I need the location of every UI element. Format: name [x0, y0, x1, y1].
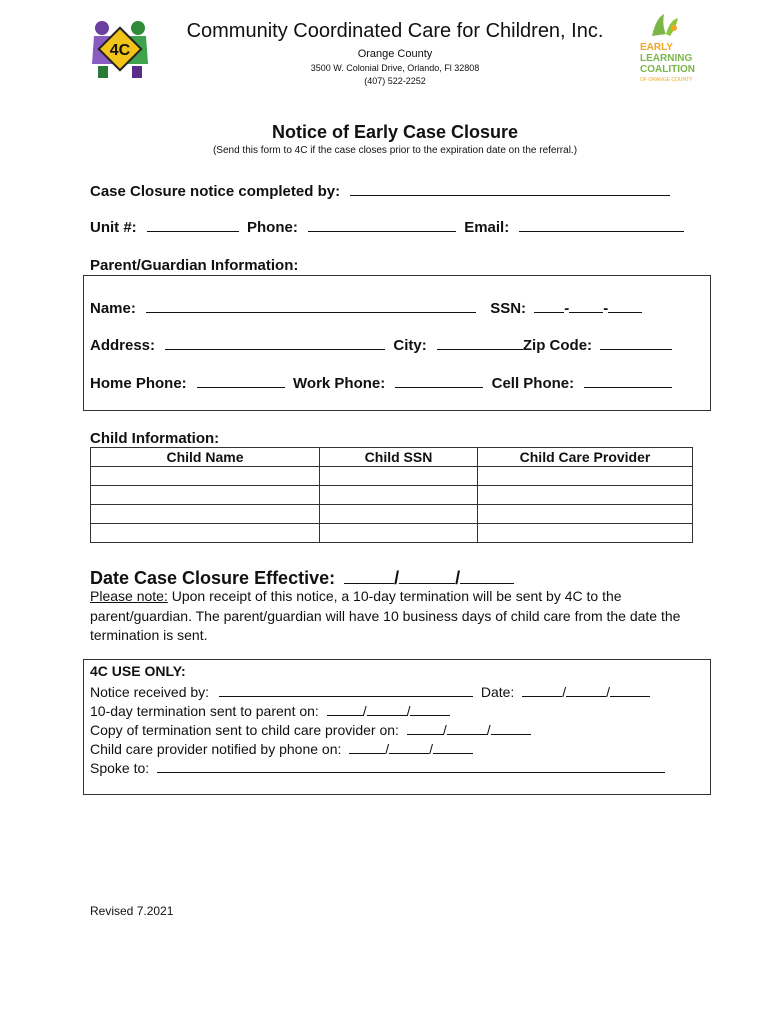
- logo-figure-left-head: [95, 21, 109, 35]
- unit-phone-email-row: [90, 216, 684, 236]
- logo-4c-text: 4C: [109, 42, 131, 59]
- ssn-separator-2: -: [603, 300, 609, 317]
- ssn-part-2-field[interactable]: [569, 297, 603, 313]
- copy-provider-day-field[interactable]: [447, 720, 487, 735]
- spoke-to-label: Spoke to:: [90, 760, 150, 776]
- revision-note: Revised 7.2021: [90, 904, 174, 918]
- child-provider-cell[interactable]: [478, 505, 693, 524]
- notified-year-field[interactable]: [433, 739, 473, 754]
- sent-parent-label: 10-day termination sent to parent on:: [90, 703, 319, 719]
- organization-title: Community Coordinated Care for Children, Inc.: [186, 20, 604, 42]
- child-care-provider-column-header: Child Care Provider: [478, 448, 693, 467]
- sent-parent-month-field[interactable]: [327, 701, 363, 716]
- please-note-label: Please note:: [90, 588, 168, 604]
- parent-name-ssn-row: [90, 297, 642, 317]
- table-row: [91, 505, 693, 524]
- logo-figure-right-legs: [132, 66, 142, 78]
- email-label: Email:: [464, 219, 510, 236]
- child-name-cell[interactable]: [91, 505, 320, 524]
- work-phone-label: Work Phone:: [293, 375, 386, 392]
- effective-slash-1: /: [394, 568, 400, 588]
- ssn-separator-1: -: [564, 300, 570, 317]
- parent-phones-row: [90, 372, 672, 392]
- unit-label: Unit #:: [90, 219, 137, 236]
- notified-slash-1: /: [385, 741, 390, 757]
- copy-provider-row: [90, 720, 531, 738]
- table-row: [91, 486, 693, 505]
- office-use-heading: 4C USE ONLY:: [90, 663, 186, 679]
- completed-by-row: [90, 180, 670, 200]
- received-slash-1: /: [562, 684, 567, 700]
- copy-provider-month-field[interactable]: [407, 720, 443, 735]
- zip-label: Zip Code:: [522, 337, 593, 354]
- please-note-paragraph: [90, 587, 690, 646]
- spoke-to-row: [90, 758, 665, 776]
- sent-parent-day-field[interactable]: [367, 701, 407, 716]
- sent-parent-row: [90, 701, 450, 719]
- effective-month-field[interactable]: [344, 565, 394, 584]
- spoke-to-field[interactable]: [157, 758, 665, 773]
- notified-phone-label: Child care provider notified by phone on:: [90, 741, 342, 757]
- 4c-logo: [88, 14, 152, 82]
- logo-line-3: COALITION: [640, 64, 695, 75]
- child-heading: Child Information:: [90, 430, 220, 447]
- logo-subline: OF ORANGE COUNTY: [640, 77, 693, 83]
- form-title: Notice of Early Case Closure: [271, 122, 519, 142]
- notified-month-field[interactable]: [349, 739, 385, 754]
- notice-received-row: [90, 682, 650, 700]
- table-row: [91, 524, 693, 543]
- phone-label: Phone:: [247, 219, 298, 236]
- child-ssn-cell[interactable]: [320, 486, 478, 505]
- child-ssn-cell[interactable]: [320, 505, 478, 524]
- cell-phone-label: Cell Phone:: [491, 375, 575, 392]
- parent-name-field[interactable]: [146, 297, 476, 313]
- logo-line-2: LEARNING: [640, 53, 693, 64]
- form-subtitle: (Send this form to 4C if the case closes prior to the expiration date on the referral.): [212, 145, 578, 156]
- child-provider-cell[interactable]: [478, 486, 693, 505]
- logo-line-1: EARLY: [640, 42, 673, 53]
- address-field[interactable]: [165, 334, 385, 350]
- received-slash-2: /: [606, 684, 610, 700]
- early-learning-coalition-logo: [636, 10, 700, 86]
- received-year-field[interactable]: [610, 682, 650, 697]
- sent-parent-slash-1: /: [362, 703, 367, 719]
- child-info-table: [90, 447, 693, 543]
- unit-field[interactable]: [147, 216, 239, 232]
- address-label: Address:: [90, 337, 156, 354]
- child-name-cell[interactable]: [91, 467, 320, 486]
- city-field[interactable]: [437, 334, 523, 350]
- child-name-column-header: Child Name: [91, 448, 320, 467]
- organization-phone: (407) 522-2252: [364, 76, 426, 86]
- completed-by-field[interactable]: [350, 180, 670, 196]
- sent-parent-slash-2: /: [406, 703, 411, 719]
- organization-county: Orange County: [357, 48, 433, 60]
- notified-slash-2: /: [429, 741, 434, 757]
- effective-slash-2: /: [455, 568, 461, 588]
- copy-provider-label: Copy of termination sent to child care provider on:: [90, 722, 399, 738]
- child-ssn-cell[interactable]: [320, 467, 478, 486]
- phone-field[interactable]: [308, 216, 456, 232]
- child-provider-cell[interactable]: [478, 467, 693, 486]
- ssn-label: SSN:: [490, 300, 527, 317]
- ssn-part-1-field[interactable]: [534, 297, 564, 313]
- notified-day-field[interactable]: [389, 739, 429, 754]
- effective-date-row: [90, 565, 514, 589]
- child-table-header-row: [91, 448, 693, 467]
- child-ssn-cell[interactable]: [320, 524, 478, 543]
- copy-provider-year-field[interactable]: [491, 720, 531, 735]
- parent-address-row: [90, 334, 672, 354]
- city-label: City:: [393, 337, 427, 354]
- zip-field[interactable]: [600, 334, 672, 350]
- child-ssn-column-header: Child SSN: [320, 448, 478, 467]
- child-name-cell[interactable]: [91, 524, 320, 543]
- received-month-field[interactable]: [522, 682, 562, 697]
- parent-heading: Parent/Guardian Information:: [90, 257, 299, 274]
- child-provider-cell[interactable]: [478, 524, 693, 543]
- notice-received-field[interactable]: [219, 682, 473, 697]
- home-phone-label: Home Phone:: [90, 375, 187, 392]
- cell-phone-field[interactable]: [584, 372, 672, 388]
- received-day-field[interactable]: [566, 682, 606, 697]
- logo-sun-dot: [671, 25, 677, 31]
- email-field[interactable]: [519, 216, 684, 232]
- parent-name-label: Name:: [90, 300, 136, 317]
- organization-address: 3500 W. Colonial Drive, Orlando, Fl 32808: [310, 63, 480, 73]
- logo-leaf-left: [652, 14, 666, 36]
- effective-day-field[interactable]: [399, 565, 455, 584]
- sent-parent-year-field[interactable]: [410, 701, 450, 716]
- copy-provider-slash-1: /: [442, 722, 447, 738]
- completed-by-label: Case Closure notice completed by:: [90, 183, 341, 200]
- logo-figure-left-legs: [98, 66, 108, 78]
- received-date-label: Date:: [480, 684, 515, 700]
- notice-received-label: Notice received by:: [90, 684, 210, 700]
- work-phone-field[interactable]: [395, 372, 483, 388]
- logo-figure-right-head: [131, 21, 145, 35]
- child-name-cell[interactable]: [91, 486, 320, 505]
- effective-date-label: Date Case Closure Effective:: [90, 568, 336, 588]
- home-phone-field[interactable]: [197, 372, 285, 388]
- please-note-text: Upon receipt of this notice, a 10-day termination will be sent by 4C to the parent/guardian. The parent/guardian will have 10 business days of child care from the date the termination is sent.: [90, 588, 681, 643]
- effective-year-field[interactable]: [460, 565, 514, 584]
- table-row: [91, 467, 693, 486]
- copy-provider-slash-2: /: [486, 722, 491, 738]
- notified-phone-row: [90, 739, 473, 757]
- ssn-part-3-field[interactable]: [608, 297, 642, 313]
